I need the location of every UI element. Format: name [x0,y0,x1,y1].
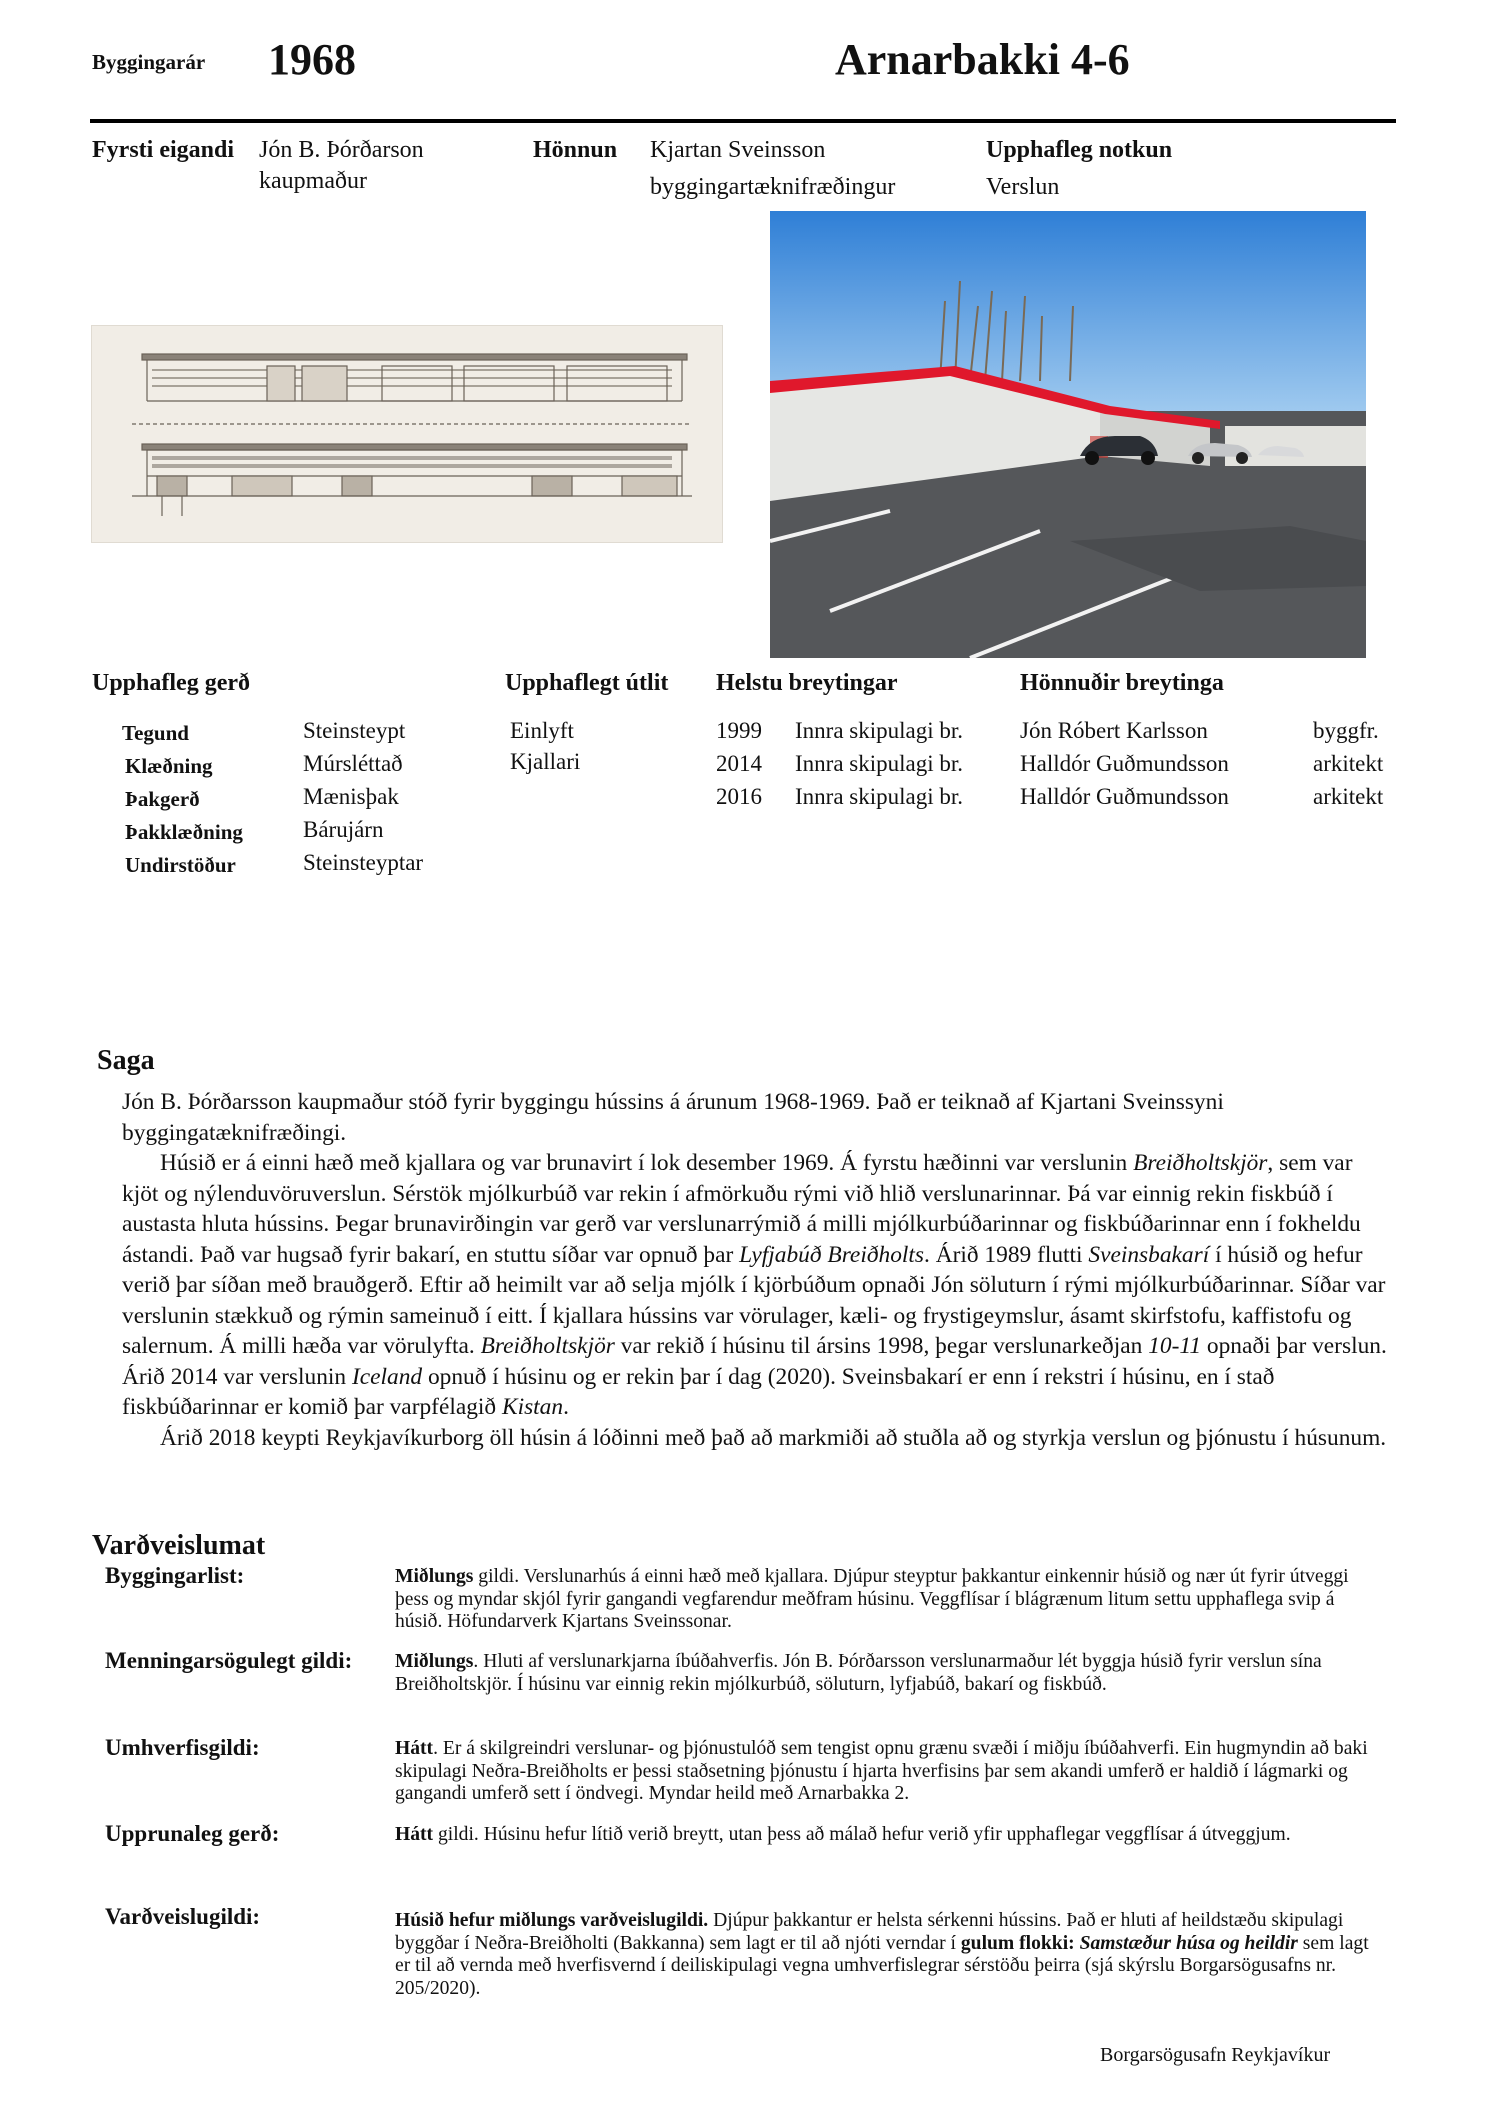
preservation-value-label: Varðveislugildi: [105,1904,261,1929]
change-description: Innra skipulagi br. [795,718,963,743]
saga-paragraph: Árið 2018 keypti Reykjavíkurborg öll húsin á lóðinni með það að markmiði að stuðla að og styrkja verslun og þjónustu í húsunum. [160,1424,1387,1451]
architecture-text: Miðlungs gildi. Verslunarhús á einni hæð með kjallara. Djúpur steyptur þakkantur einkennir húsið og nær út fyrir útveggi þess og myndar skjól fyrir gangandi vegfarendur meðfram húsinu. Veggflísar í blágrænum litum settu upphaflega svip á húsið. Höfundarverk Kjartans Sveinssonar. [395,1566,1349,1632]
page-title: Arnarbakki 4-6 [835,35,1130,84]
look-value: Einlyft [510,718,574,743]
change-description: Innra skipulagi br. [795,751,963,776]
publisher-footer: Borgarsögusafn Reykjavíkur [1100,2044,1331,2066]
change-designer: Halldór Guðmundsson [1020,784,1229,809]
preservation-heading: Varðveislumat [92,1530,266,1561]
cultural-value-label: Menningarsögulegt gildi: [105,1648,353,1673]
foundation-value: Steinsteyptar [303,850,424,875]
year-label: Byggingarár [92,50,206,74]
saga-paragraph: Húsið er á einni hæð með kjallara og var brunavirt í lok desember 1969. Á fyrstu hæðinni var verslunin Breiðholtskjör, sem var kjöt og nýlenduvöruverslun. Sérstök mjólkurbúð var rekin í afmörkuðu rými við hlið verslunarinnar. Þá var einnig rekin fiskbúð í austasta hluta hússins. Þegar brunavirðingin var gerð var verslunarrýmið á milli mjólkurbúðarinnar og fiskbúðarinnar enn í fokheldu ástandi. Það var hugsað fyrir bakarí, en stuttu síðar var opnuð þar Lyfjabúð Breiðholts. Árið 1989 flutti Sveinsbakarí í húsið og hefur verið þar síðan með brauðgerð. Eftir að heimilt var að selja mjólk í kjörbúðum opnaði Jón söluturn í rými mjólkurbúðarinnar. Síðar var verslunin stækkuð og rýmin sameinuð í eitt. Í kjallara hússins var vörulager, kæli- og frystigeymslur, ásamt skirfstofu, kaffistofu og salernum. Á milli hæða var vörulyfta. Breiðholtskjör var rekið í húsinu til ársins 1998, þegar verslunarkeðjan 10-11 opnaði þar verslun. Árið 2014 var verslunin Iceland opnuð í húsinu og er rekin þar í dag (2020). Sveinsbakarí er enn í rekstri í húsinu, en í stað fiskbúðarinnar er komið þar varpfélagið Kistan. [122,1150,1387,1420]
build-year: 1968 [268,35,356,84]
change-designer: Jón Róbert Karlsson [1020,718,1208,743]
designer-name: Kjartan Sveinsson [650,137,826,163]
change-description: Innra skipulagi br. [795,784,963,809]
type-label: Tegund [122,721,189,745]
foundation-label: Undirstöður [125,853,236,877]
change-year: 2016 [716,784,762,809]
saga-text [122,1087,1387,1453]
designer-title: byggingartæknifræðingur [650,174,896,200]
roof-type-value: Mænisþak [303,784,399,809]
building-photo [770,211,1366,658]
roof-cladding-label: Þakklæðning [125,820,243,844]
original-form-text: Hátt gildi. Húsinu hefur lítið verið breytt, utan þess að málað hefur verið yfir upphaflegar veggflísar á útveggjum. [395,1824,1291,1845]
elevation-drawing [91,325,723,543]
environment-value-label: Umhverfisgildi: [105,1735,260,1760]
cultural-value-text: Miðlungs. Hluti af verslunarkjarna íbúðahverfis. Jón B. Þórðarsson verslunarmaður lét byggja húsið fyrir verslun sína Breiðholtskjör. Í húsinu var einnig rekin mjólkurbúð, söluturn, lyfjabúð, bakarí og fiskbúð. [395,1651,1322,1695]
original-form-label: Upprunaleg gerð: [105,1821,280,1846]
architecture-label: Byggingarlist: [105,1563,245,1588]
change-designer-title: arkitekt [1313,751,1384,776]
header-divider [90,119,1396,123]
change-designer-title: byggfr. [1313,718,1379,743]
changes-heading: Helstu breytingar [716,670,898,696]
cladding-value: Múrsléttað [303,751,403,776]
cladding-label: Klæðning [125,754,213,778]
roof-cladding-value: Bárujárn [303,817,384,842]
change-year: 2014 [716,751,762,776]
change-year: 1999 [716,718,762,743]
look-value: Kjallari [510,749,581,774]
preservation-value-text: Húsið hefur miðlungs varðveislugildi. Djúpur þakkantur er helsta sérkenni hússins. Það er hluti af heildstæðu skipulagi byggðar í Neðra-Breiðholti (Bakkanna) sem lagt er til að njóti verndar í gulum flokki: Samstæður húsa og heildir sem lagt er til að vernda með hverfisvernd í deiliskipulagi vegna umhverfislegrar sérstöðu þeirra (sjá skýrslu Borgarsögusafns nr. 205/2020). [395,1910,1369,1999]
saga-heading: Saga [97,1045,155,1076]
change-designer-title: arkitekt [1313,784,1384,809]
original-look-heading: Upphaflegt útlit [505,670,669,696]
use-label: Upphafleg notkun [986,137,1173,163]
use-value: Verslun [986,174,1060,200]
change-designers-heading: Hönnuðir breytinga [1020,670,1224,696]
design-label: Hönnun [533,137,618,163]
type-value: Steinsteypt [303,718,406,743]
owner-title: kaupmaður [259,168,367,194]
original-type-heading: Upphafleg gerð [92,670,250,696]
roof-type-label: Þakgerð [125,787,200,811]
change-designer: Halldór Guðmundsson [1020,751,1229,776]
owner-label: Fyrsti eigandi [92,137,234,163]
environment-value-text: Hátt. Er á skilgreindri verslunar- og þjónustulóð sem tengist opnu grænu svæði í miðju íbúðahverfi. Ein hugmyndin að baki skipulagi Neðra-Breiðholts er þessi staðsetning þjónustu í hjarta hverfisins þar sem akandi umferð er haldið í lágmarki og gangandi umferð sett í öndvegi. Myndar heild með Arnarbakka 2. [395,1738,1368,1804]
saga-paragraph: Jón B. Þórðarsson kaupmaður stóð fyrir byggingu hússins á árunum 1968-1969. Það er teiknað af Kjartani Sveinssyni byggingatæknifræðingi. [122,1089,1224,1146]
owner-name: Jón B. Þórðarson [259,137,424,163]
